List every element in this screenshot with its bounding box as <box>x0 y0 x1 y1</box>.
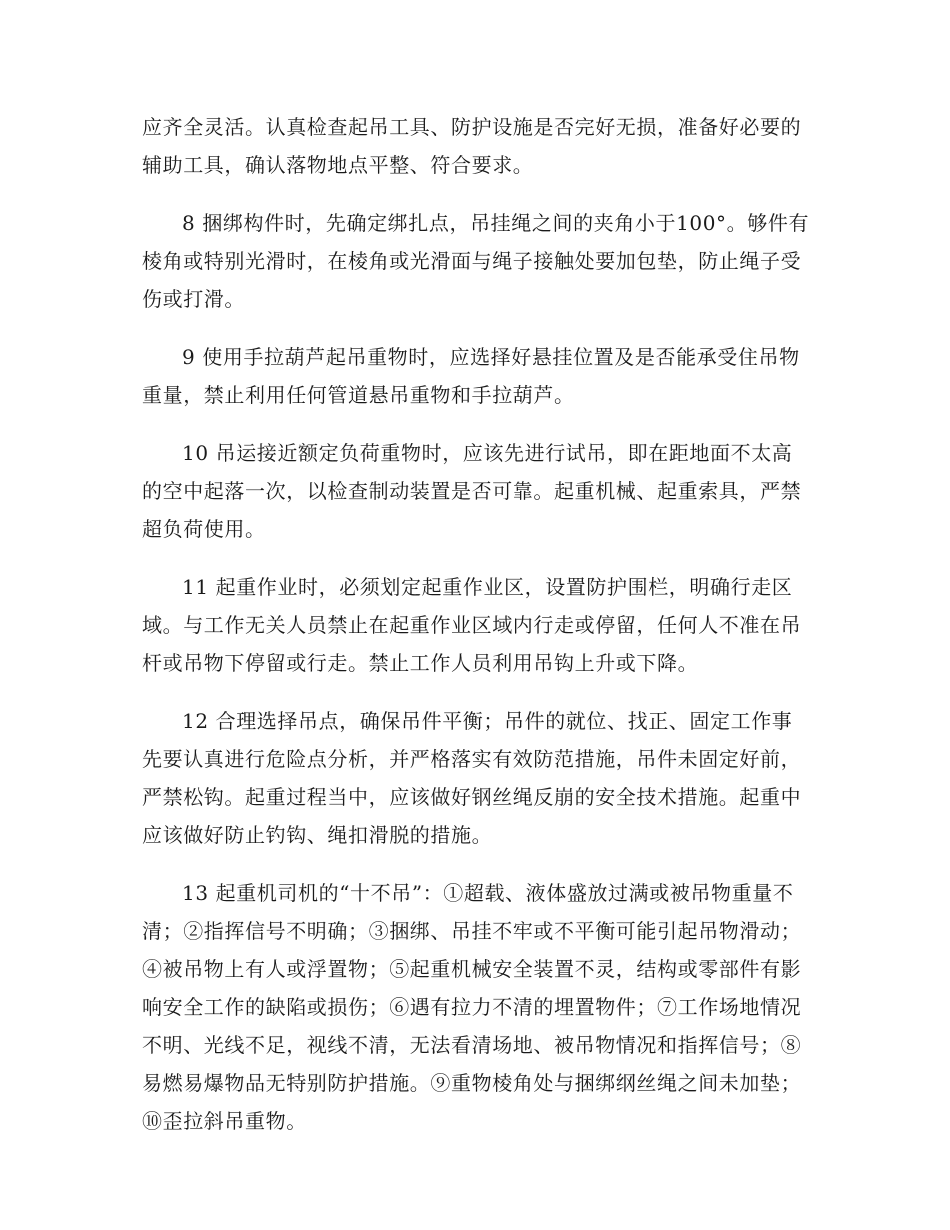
paragraph-item-13: 13 起重机司机的“十不吊”：①超载、液体盛放过满或被吊物重量不清；②指挥信号不明确；③捆绑、吊挂不牢或不平衡可能引起吊物滑动；④被吊物上有人或浮置物；⑤起重机械安全装置不灵，结构或零部件有影响安全工作的缺陷或损伤；⑥遇有拉力不清的埋置物件；⑦工作场地情况不明、光线不足，视线不清，无法看清场地、被吊物情况和指挥信号；⑧易燃易爆物品无特别防护措施。⑨重物棱角处与捆绑纲丝绳之间未加垫；⑩歪拉斜吊重物。 <box>142 881 802 1133</box>
paragraph-item-10: 10 吊运接近额定负荷重物时，应该先进行试吊，即在距地面不太高的空中起落一次，以检查制动装置是否可靠。起重机械、起重索具，严禁超负荷使用。 <box>142 441 802 541</box>
document-body <box>142 108 810 1160</box>
paragraph-item-9: 9 使用手拉葫芦起吊重物时，应选择好悬挂位置及是否能承受住吊物重量，禁止利用任何管道悬吊重物和手拉葫芦。 <box>142 345 800 407</box>
paragraph-item-8: 8 捆绑构件时，先确定绑扎点，吊挂绳之间的夹角小于100°。够件有棱角或特别光滑时，在棱角或光滑面与绳子接触处要加包垫，防止绳子受伤或打滑。 <box>142 211 810 311</box>
paragraph-item-12: 12 合理选择吊点，确保吊件平衡；吊件的就位、找正、固定工作事先要认真进行危险点分析，并严格落实有效防范措施，吊件未固定好前，严禁松钩。起重过程当中，应该做好钢丝绳反崩的安全技术措施。起重中应该做好防止钓钩、绳扣滑脱的措施。 <box>142 709 802 847</box>
paragraph-continuation: 应齐全灵活。认真检查起吊工具、防护设施是否完好无损，准备好必要的辅助工具，确认落物地点平整、符合要求。 <box>142 115 802 177</box>
paragraph-item-11: 11 起重作业时，必须划定起重作业区，设置防护围栏，明确行走区域。与工作无关人员禁止在起重作业区域内行走或停留，任何人不准在吊杆或吊物下停留或行走。禁止工作人员利用吊钩上升或下降。 <box>142 575 802 675</box>
